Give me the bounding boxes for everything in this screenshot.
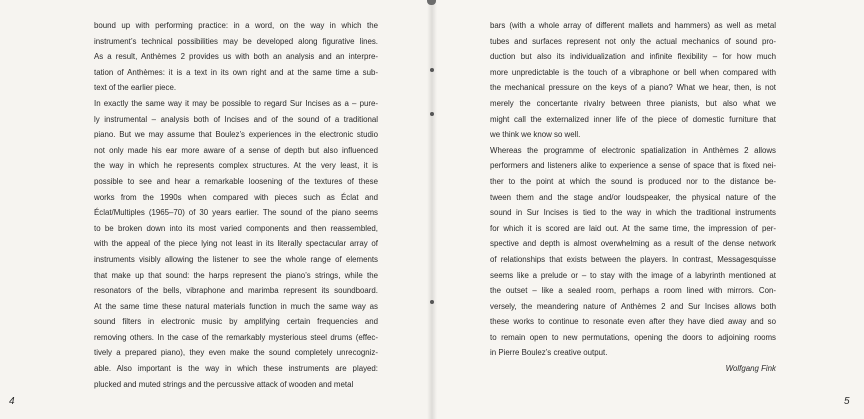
text-line: spective and depth is almost overwhelming as a result of the dense network xyxy=(490,239,776,249)
text-line: bound up with performing practice: in a word, on the way in which the xyxy=(94,21,378,30)
text-line: tation of Anthèmes: it is a text in its own right and at the same time a sub- xyxy=(94,67,378,77)
text-line: duction but also its individualization and infinite flexibility – for how much xyxy=(490,52,776,62)
text-line: more unpredictable is the touch of a vibraphone or bell when compared with xyxy=(490,67,776,77)
text-line: versely, the meandering nature of Anthèmes 2 and Sur Incises allows both xyxy=(490,301,776,311)
text-line: for which it is scored are laid out. At the same time, the impression of per- xyxy=(490,223,776,233)
text-line: these works to continue to resonate even after they have died away and so xyxy=(490,317,776,327)
text-line: in Pierre Boulez’s creative output. xyxy=(490,348,608,358)
binding-dot xyxy=(430,68,434,72)
text-line: the outset – like a sealed room, perhaps a room lined with mirrors. Con- xyxy=(490,286,776,296)
text-line: works from the 1990s when compared with pieces such as Éclat and xyxy=(94,192,378,202)
text-line: possible to see and hear a remarkable loosening of the textures of these xyxy=(94,176,378,186)
text-line: plucked and muted strings and the percussive attack of wooden and metal xyxy=(94,379,354,389)
text-line: bars (with a whole array of different mallets and hammers) as well as metal xyxy=(490,21,776,30)
text-line: performers and listeners alike to experience a sense of space that is fixed nei- xyxy=(490,161,776,171)
text-line: the way in which he represents complex structures. At the very least, it is xyxy=(94,161,378,171)
text-line: sound in Sur Incises is tied to the way in which the traditional instruments xyxy=(490,208,776,218)
text-line: not only made his ear more aware of a sense of depth but also influenced xyxy=(94,145,378,155)
text-line: piano. But we may assume that Boulez’s experiences in the electronic studio xyxy=(94,130,378,140)
text-line: might call the externalized inner life of the piece of domestic furniture that xyxy=(490,114,776,124)
book-gutter xyxy=(427,0,437,419)
page-number-left: 4 xyxy=(9,396,15,407)
text-line: Whereas the programme of electronic spatialization in Anthèmes 2 allows xyxy=(490,145,776,155)
right-page-text xyxy=(490,18,776,361)
text-line: tively a prepared piano), they even make the sound completely unrecogniz- xyxy=(94,348,378,358)
text-line: resonators of the bells, vibraphone and marimba represent its soundboard. xyxy=(94,286,378,296)
binding-dot xyxy=(430,300,434,304)
text-line: instrument’s technical possibilities may be developed along figurative lines. xyxy=(94,36,378,46)
text-line: As a result, Anthèmes 2 provides us with both an analysis and an interpre- xyxy=(94,52,378,62)
author-signature: Wolfgang Fink xyxy=(725,364,776,373)
text-line: Éclat/Multiples (1965–70) of 30 years earlier. The sound of the piano seems xyxy=(94,208,378,218)
text-line: able. Also important is the way in which these instruments are played: xyxy=(94,364,378,374)
page-number-right: 5 xyxy=(844,396,850,407)
left-page-text xyxy=(94,18,378,392)
text-line: sound filters in electronic music by amplifying certain frequencies and xyxy=(94,317,378,327)
text-line: seems like a prelude or – to stay with the image of a labyrinth mentioned at xyxy=(490,270,776,280)
text-line: to be broken down into its most varied components and then reassembled, xyxy=(94,223,378,233)
text-line: with the appeal of the piece lying not least in its literally spectacular array of xyxy=(94,239,378,249)
text-line: instruments visibly allowing the listener to see the whole range of elements xyxy=(94,254,378,264)
text-line: text of the earlier piece. xyxy=(94,83,177,93)
text-line: In exactly the same way it may be possible to regard Sur Incises as a – pure- xyxy=(94,98,378,108)
text-line: tween them and the stage and/or loudspeaker, the physical nature of the xyxy=(490,192,776,202)
text-line: tubes and surfaces represent not only the actual mechanics of sound pro- xyxy=(490,36,776,46)
text-line: removing others. In the case of the remarkably mysterious steel drums (effec- xyxy=(94,332,378,342)
text-line: to remain open to new permutations, opening the doors to adjoining rooms xyxy=(490,332,776,342)
text-line: merely the concertante rivalry between three pianists, but also what we xyxy=(490,98,776,108)
binding-dot xyxy=(430,112,434,116)
text-line: that make up that sound: the harps represent the piano’s strings, while the xyxy=(94,270,378,280)
text-line: ly instrumental – analysis both of Incises and of the sound of a traditional xyxy=(94,114,378,124)
text-line: of relationships that exists between the players. In contrast, Messagesquisse xyxy=(490,254,776,264)
text-line: the mechanical pressure on the keys of a piano? What we hear, then, is not xyxy=(490,83,776,93)
text-line: ther to the point at which the sound is produced nor to the distance be- xyxy=(490,176,776,186)
text-line: At the same time these natural materials function in much the same way as xyxy=(94,301,378,311)
text-line: we think we know so well. xyxy=(490,130,581,140)
